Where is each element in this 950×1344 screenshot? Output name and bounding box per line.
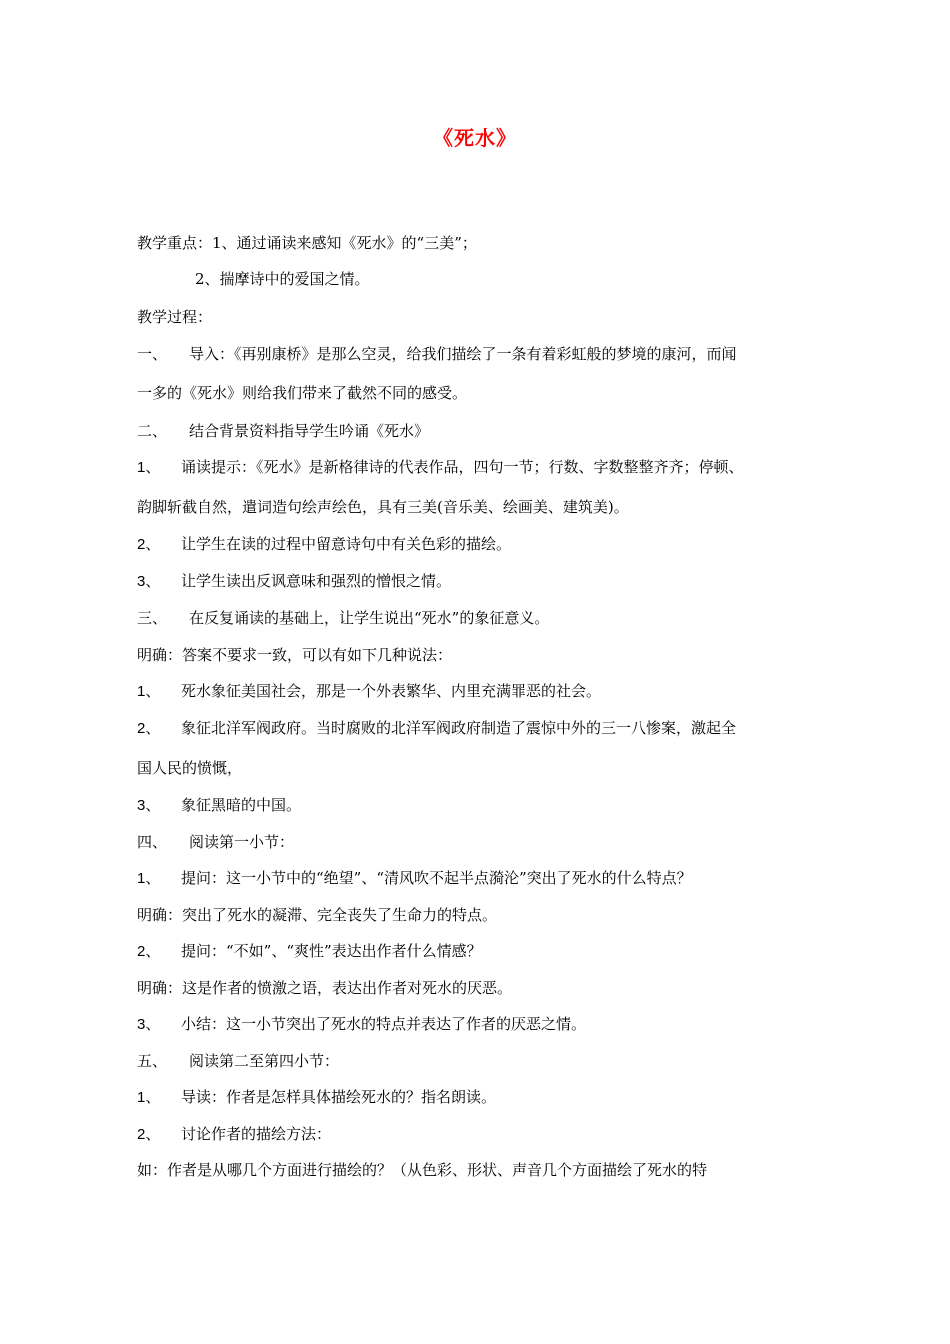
line-text: 让学生在读的过程中留意诗句中有关色彩的描绘。 <box>181 535 512 553</box>
line-text: 小结：这一小节突出了死水的特点并表达了作者的厌恶之情。 <box>181 1015 587 1033</box>
line-text: 提问：“不如”、“爽性”表达出作者什么情感？ <box>181 942 482 960</box>
line-text: 结合背景资料指导学生吟诵《死水》 <box>189 422 430 440</box>
text-line <box>137 421 429 441</box>
line-marker: 1、 <box>137 870 161 887</box>
line-marker: 1、 <box>137 1089 161 1106</box>
text-line <box>137 758 242 778</box>
line-marker: 3、 <box>137 1016 161 1033</box>
text-line <box>137 571 451 592</box>
text-line <box>137 941 482 962</box>
line-marker: 五、 <box>137 1052 168 1070</box>
line-marker: 三、 <box>137 609 168 627</box>
text-line <box>137 718 736 739</box>
line-text: 在反复诵读的基础上，让学生说出“死水”的象征意义。 <box>189 609 550 627</box>
line-marker: 二、 <box>137 422 168 440</box>
line-marker: 3、 <box>137 797 161 814</box>
line-text: 2、揣摩诗中的爱国之情。 <box>195 270 370 288</box>
text-line <box>137 497 629 517</box>
text-line <box>137 383 467 403</box>
text-line <box>137 868 692 889</box>
line-text: 明确：这是作者的愤激之语，表达出作者对死水的厌恶。 <box>137 979 513 997</box>
text-line <box>137 307 212 327</box>
line-text: 提问：这一小节中的“绝望”、“清风吹不起半点漪沦”突出了死水的什么特点？ <box>181 869 692 887</box>
line-text: 教学过程： <box>137 308 213 326</box>
text-line <box>195 269 370 289</box>
text-line <box>137 1124 331 1145</box>
document-title: 《死水》 <box>433 126 517 150</box>
text-line <box>137 645 452 665</box>
text-line <box>137 978 512 998</box>
text-line <box>137 1014 586 1035</box>
line-text: 国人民的愤慨， <box>137 759 243 777</box>
line-text: 阅读第一小节： <box>189 833 295 851</box>
line-text: 一多的《死水》则给我们带来了截然不同的感受。 <box>137 384 468 402</box>
line-text: 象征北洋军阀政府。当时腐败的北洋军阀政府制造了震惊中外的三一八惨案，激起全 <box>181 719 737 737</box>
line-marker: 四、 <box>137 833 168 851</box>
line-text: 导读：作者是怎样具体描绘死水的？指名朗读。 <box>181 1088 497 1106</box>
line-text: 让学生读出反讽意味和强烈的憎恨之情。 <box>181 572 452 590</box>
text-line <box>137 1087 496 1108</box>
line-marker: 3、 <box>137 573 161 590</box>
text-line <box>137 795 301 816</box>
line-text: 阅读第二至第四小节： <box>189 1052 340 1070</box>
line-marker: 1、 <box>137 683 161 700</box>
text-line <box>137 233 477 253</box>
text-line <box>137 457 744 478</box>
text-line <box>137 1160 707 1180</box>
line-marker: 2、 <box>137 536 161 553</box>
text-line <box>137 1051 339 1071</box>
line-marker: 2、 <box>137 1126 161 1143</box>
text-line <box>137 681 601 702</box>
line-marker: 2、 <box>137 720 161 737</box>
line-text: 明确：突出了死水的凝滞、完全丧失了生命力的特点。 <box>137 906 498 924</box>
line-text: 导入：《再别康桥》是那么空灵，给我们描绘了一条有着彩虹般的梦境的康河，而闻 <box>189 345 737 363</box>
line-text: 如：作者是从哪几个方面进行描绘的？（从色彩、形状、声音几个方面描绘了死水的特 <box>137 1161 708 1179</box>
text-line <box>137 344 737 364</box>
line-marker: 2、 <box>137 943 161 960</box>
text-line <box>137 608 549 628</box>
line-text: 象征黑暗的中国。 <box>181 796 302 814</box>
text-line <box>137 534 511 555</box>
line-marker: 1、 <box>137 459 161 476</box>
line-marker: 一、 <box>137 345 168 363</box>
line-text: 韵脚斩截自然，遣词造句绘声绘色，具有三美(音乐美、绘画美、建筑美)。 <box>137 498 629 516</box>
line-text: 教学重点：1、通过诵读来感知《死水》的“三美”； <box>137 234 477 252</box>
line-text: 诵读提示：《死水》是新格律诗的代表作品，四句一节；行数、字数整整齐齐；停顿、 <box>181 458 744 476</box>
line-text: 讨论作者的描绘方法： <box>181 1125 332 1143</box>
line-text: 死水象征美国社会，那是一个外表繁华、内里充满罪恶的社会。 <box>181 682 602 700</box>
text-line <box>137 905 497 925</box>
text-line <box>137 832 294 852</box>
line-text: 明确：答案不要求一致，可以有如下几种说法： <box>137 646 453 664</box>
